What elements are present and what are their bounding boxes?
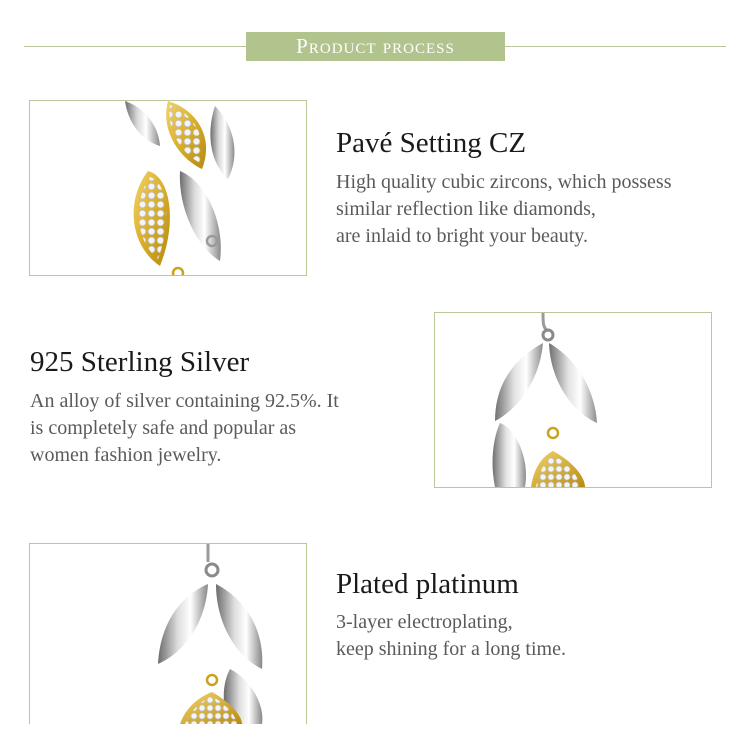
feature-description-pave <box>336 169 672 250</box>
feature-title-pave: Pavé Setting CZ <box>336 127 527 159</box>
description-line: High quality cubic zircons, which possess <box>336 171 672 193</box>
section-header-banner <box>246 32 505 61</box>
feature-title-silver: 925 Sterling Silver <box>30 346 250 378</box>
feature-description-platinum <box>336 609 566 663</box>
header-divider-right <box>505 46 726 47</box>
leaf-earring-platinum-closeup-icon <box>30 544 306 724</box>
product-image-silver <box>434 312 712 488</box>
section-header-title: Product process <box>296 34 455 58</box>
description-line: 3-layer electroplating, <box>336 611 513 633</box>
description-line: women fashion jewelry. <box>30 444 222 466</box>
description-line: is completely safe and popular as <box>30 417 297 439</box>
product-image-platinum <box>29 543 307 724</box>
description-line: are inlaid to bright your beauty. <box>336 225 588 247</box>
header-divider-left <box>24 46 246 47</box>
leaf-earring-silver-closeup-icon <box>435 313 711 487</box>
description-line: An alloy of silver containing 92.5%. It <box>30 390 339 412</box>
feature-description-silver <box>30 388 339 469</box>
feature-title-platinum: Plated platinum <box>336 568 519 600</box>
product-image-pave <box>29 100 307 276</box>
description-line: keep shining for a long time. <box>336 638 566 660</box>
description-line: similar reflection like diamonds, <box>336 198 596 220</box>
leaf-earring-zircon-closeup-icon <box>30 101 306 275</box>
